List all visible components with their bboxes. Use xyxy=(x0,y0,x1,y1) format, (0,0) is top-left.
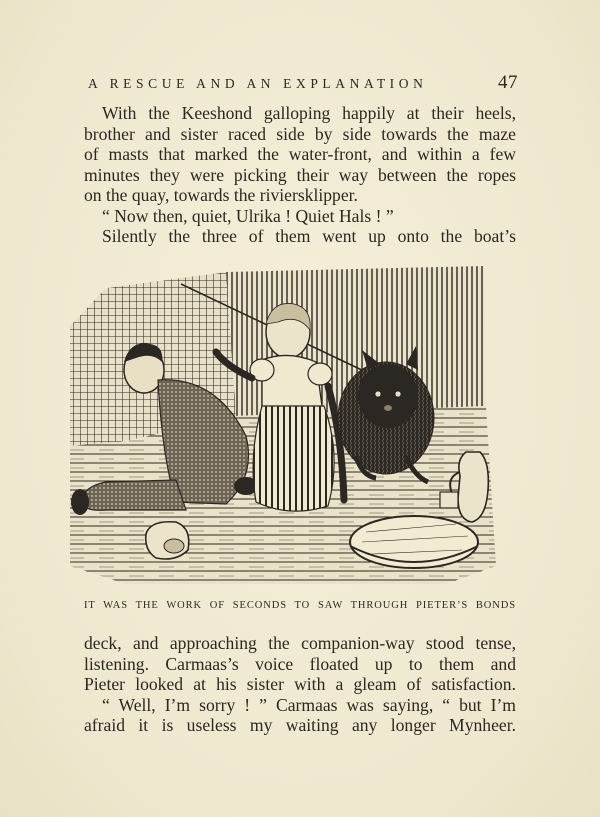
running-title: A RESCUE AND AN EXPLANATION xyxy=(88,76,428,91)
illustration xyxy=(66,266,500,586)
text-line: brother and sister raced side by side towards the maze xyxy=(84,123,516,144)
text-line: “ Well, I’m sorry ! ” Carmaas was saying, “ but I’m xyxy=(102,694,516,715)
text-line: With the Keeshond galloping happily at their heels, xyxy=(102,103,516,123)
text-line: of masts that marked the water-front, and within a few xyxy=(84,144,516,164)
clog xyxy=(146,522,189,559)
text-line: afraid it is useless my waiting any longer Mynheer. xyxy=(84,715,516,735)
body-text-top xyxy=(84,103,516,247)
text-line: Silently the three of them went up onto the boat’s xyxy=(102,226,516,246)
running-head xyxy=(88,72,518,94)
text-line: “ Now then, quiet, Ulrika ! Quiet Hals ! ” xyxy=(102,205,394,226)
round-tabletop xyxy=(350,516,478,568)
text-line: deck, and approaching the companion-way stood tense, xyxy=(84,633,516,653)
text-line: on the quay, towards the riviersklipper. xyxy=(84,185,358,205)
body-text-bottom xyxy=(84,633,516,736)
text-line: minutes they were picking their way between the ropes xyxy=(84,164,516,185)
text-line: listening. Carmaas’s voice floated up to them and xyxy=(84,653,516,674)
text-line: Pieter looked at his sister with a gleam of satisfaction. xyxy=(84,674,516,694)
page-number: 47 xyxy=(498,72,518,93)
illustration-caption: IT WAS THE WORK OF SECONDS TO SAW THROUGH PIETER’S BONDS xyxy=(84,600,516,611)
